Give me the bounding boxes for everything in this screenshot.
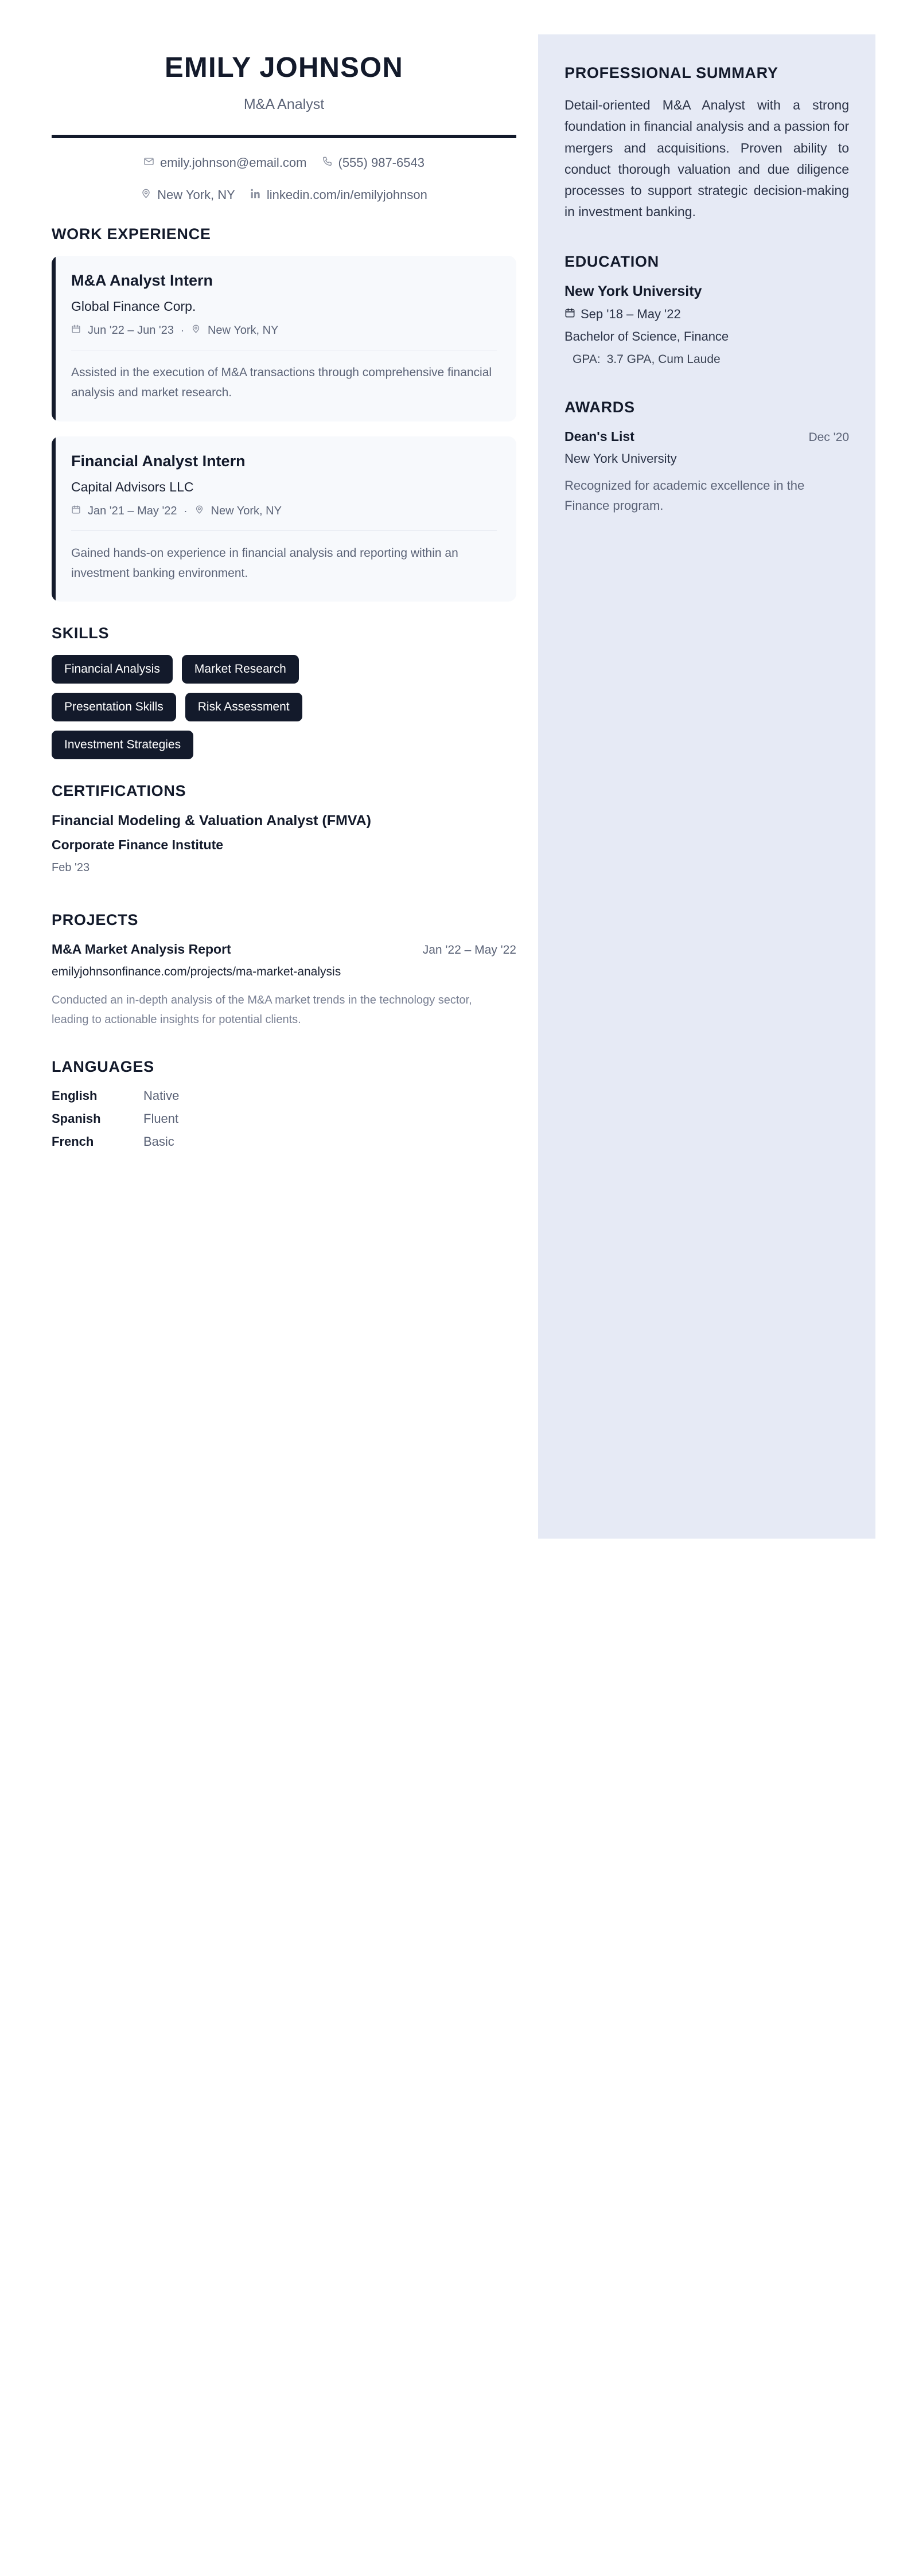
job-location: New York, NY	[211, 504, 282, 517]
certifications-heading: CERTIFICATIONS	[52, 782, 186, 800]
education-item	[564, 283, 849, 369]
language-row	[52, 1134, 516, 1149]
education-gpa-row	[564, 350, 849, 369]
meta-separator: ·	[180, 325, 184, 336]
professional-summary-text: Detail-oriented M&A Analyst with a strong foundation in financial analysis and a passion for mergers and acquisitions. Proven ability to conduct thorough valuation and due diligence processes to support strategic decision-making in investment banking.	[564, 97, 849, 220]
education-section	[564, 253, 849, 369]
card-divider	[71, 530, 497, 531]
job-location: New York, NY	[207, 324, 279, 337]
language-row	[52, 1088, 516, 1103]
language-level: Basic	[143, 1134, 174, 1149]
contact-email-text: emily.johnson@email.com	[160, 155, 307, 170]
work-experience-heading: WORK EXPERIENCE	[52, 225, 211, 243]
project-date: Jan '22 – May '22	[422, 943, 516, 957]
language-level: Fluent	[143, 1111, 179, 1126]
project-url[interactable]: emilyjohnsonfinance.com/projects/ma-market-analysis	[52, 965, 341, 979]
project-title: M&A Market Analysis Report	[52, 942, 231, 957]
contact-row-secondary	[52, 188, 516, 202]
map-pin-icon	[194, 505, 204, 518]
job-dates: Jun '22 – Jun '23	[88, 324, 174, 337]
education-degree: Bachelor of Science, Finance	[564, 329, 729, 344]
job-description: Gained hands-on experience in financial analysis and reporting within an investment banking environment.	[71, 546, 458, 580]
company-name: Global Finance Corp.	[71, 299, 196, 314]
calendar-icon	[71, 505, 81, 518]
job-title: Financial Analyst Intern	[71, 452, 246, 470]
award-organization: New York University	[564, 451, 677, 466]
meta-separator: ·	[184, 505, 188, 517]
page-title: EMILY JOHNSON	[165, 52, 403, 83]
language-name: English	[52, 1088, 98, 1103]
language-name: French	[52, 1134, 94, 1149]
education-dates: Sep '18 – May '22	[581, 306, 681, 321]
projects-section	[52, 911, 516, 1029]
languages-heading: LANGUAGES	[52, 1058, 154, 1076]
certification-item	[52, 813, 516, 875]
professional-summary-section	[564, 64, 849, 223]
education-gpa-value: 3.7 GPA, Cum Laude	[606, 352, 721, 366]
language-level: Native	[143, 1088, 180, 1103]
education-heading: EDUCATION	[564, 252, 659, 270]
sidebar-panel	[538, 34, 875, 1539]
projects-heading: PROJECTS	[52, 911, 139, 929]
languages-section	[52, 1058, 516, 1149]
envelope-icon	[143, 155, 154, 170]
skill-badge: Presentation Skills	[52, 693, 176, 721]
calendar-icon	[71, 324, 81, 337]
contact-phone[interactable]	[322, 155, 425, 170]
skills-section	[52, 625, 516, 759]
job-dates: Jan '21 – May '22	[88, 504, 177, 517]
contact-linkedin-text: linkedin.com/in/emilyjohnson	[266, 188, 427, 202]
work-experience-card	[52, 436, 516, 602]
award-title: Dean's List	[564, 429, 634, 444]
education-school: New York University	[564, 283, 702, 299]
contact-phone-text: (555) 987-6543	[338, 155, 425, 170]
awards-heading: AWARDS	[564, 399, 635, 416]
work-experience-section	[52, 225, 516, 602]
skill-badge: Market Research	[182, 655, 299, 684]
work-experience-card	[52, 256, 516, 421]
skill-badge: Investment Strategies	[52, 731, 193, 759]
language-row	[52, 1111, 516, 1126]
certification-date: Feb '23	[52, 861, 90, 875]
skill-badge: Risk Assessment	[185, 693, 302, 721]
job-meta-row	[71, 324, 497, 337]
certification-organization: Corporate Finance Institute	[52, 837, 224, 853]
skills-list	[52, 655, 419, 759]
job-meta-row	[71, 505, 497, 518]
company-name: Capital Advisors LLC	[71, 479, 194, 494]
job-title: M&A Analyst Intern	[71, 272, 213, 289]
header-divider	[52, 135, 516, 138]
main-column	[52, 0, 516, 1157]
contact-email[interactable]	[143, 155, 306, 170]
certifications-section	[52, 782, 516, 875]
project-description: Conducted an in-depth analysis of the M&A market trends in the technology sector, leading to actionable insights for potential clients.	[52, 993, 472, 1026]
map-pin-icon	[141, 188, 151, 202]
linkedin-icon	[250, 188, 261, 202]
certification-title: Financial Modeling & Valuation Analyst (FMVA)	[52, 813, 371, 829]
job-description: Assisted in the execution of M&A transactions through comprehensive financial analysis and market research.	[71, 366, 492, 399]
professional-summary-heading: PROFESSIONAL SUMMARY	[564, 64, 778, 81]
contact-location	[141, 188, 235, 202]
award-description: Recognized for academic excellence in the Finance program.	[564, 478, 805, 513]
contact-location-text: New York, NY	[157, 188, 235, 202]
contact-linkedin[interactable]	[250, 188, 427, 202]
education-dates-row	[564, 307, 849, 322]
phone-icon	[322, 155, 333, 170]
skill-badge: Financial Analysis	[52, 655, 173, 684]
calendar-icon	[564, 307, 575, 322]
project-title-row	[52, 942, 516, 957]
education-gpa-label: GPA:	[573, 352, 601, 366]
spacer	[564, 225, 849, 253]
awards-section	[564, 399, 849, 516]
contact-row-primary	[52, 155, 516, 170]
map-pin-icon	[191, 324, 201, 337]
language-name: Spanish	[52, 1111, 101, 1126]
award-title-row	[564, 429, 849, 444]
award-date: Dec '20	[808, 431, 849, 444]
project-item	[52, 942, 516, 1029]
job-role-subtitle: M&A Analyst	[243, 96, 325, 112]
spacer	[564, 371, 849, 399]
skills-heading: SKILLS	[52, 625, 110, 642]
award-item	[564, 429, 849, 516]
